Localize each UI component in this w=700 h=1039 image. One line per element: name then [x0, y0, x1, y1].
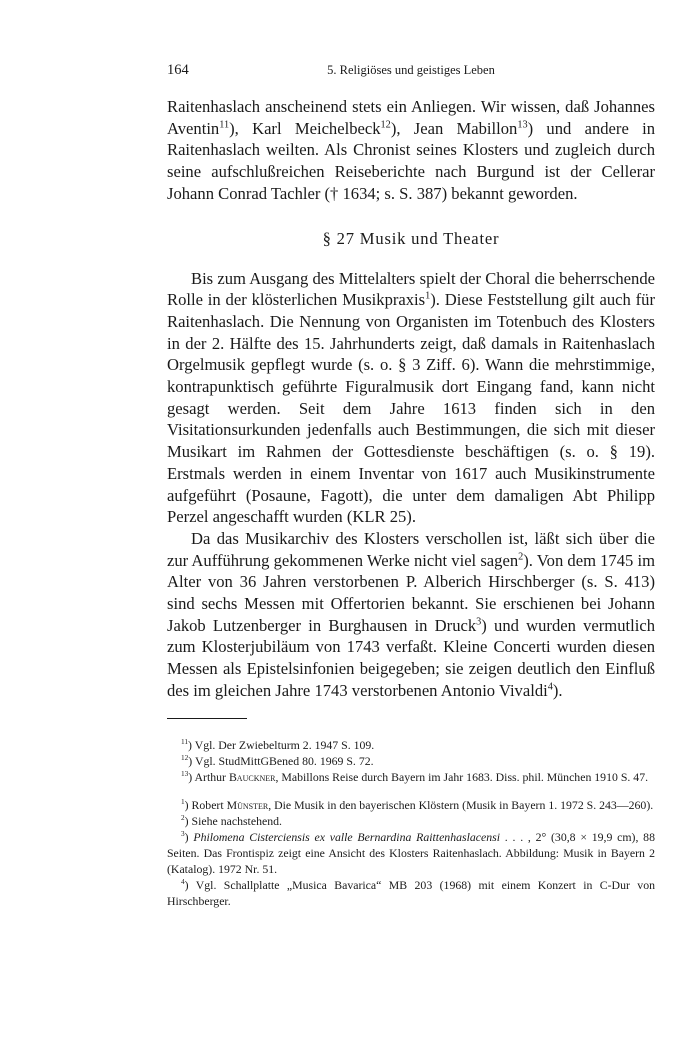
- footnotes-upper: [167, 737, 655, 785]
- section-heading: § 27 Musik und Theater: [322, 228, 500, 248]
- text-run: Bis zum Ausgang des Mittelalters spielt der Choral die beherrschende Rolle in der klösterlichen Musikpraxis: [167, 268, 655, 310]
- footnote: [167, 797, 655, 813]
- intro-paragraph: [167, 96, 655, 205]
- footnote-mark: 13: [181, 768, 189, 778]
- footnote-text: ) Robert: [184, 797, 227, 812]
- footnote-mark: 4: [181, 876, 185, 886]
- running-title: 5. Religiöses und geistiges Leben: [327, 63, 495, 77]
- footnote: [167, 829, 655, 877]
- footnote-mark: 11: [181, 736, 189, 746]
- footnote: [167, 753, 655, 769]
- author-name: Bauckner: [228, 769, 276, 784]
- footnote-ref: 2: [518, 551, 524, 563]
- footnote-ref: 1: [425, 290, 431, 302]
- footnote-ref: 13: [517, 119, 528, 131]
- footnote: [167, 877, 655, 909]
- paragraph-music-practice: [167, 268, 655, 528]
- footnote-text: ) Siehe nachstehend.: [184, 813, 282, 828]
- text-run: Raitenhaslach anscheinend stets ein Anliegen. Wir wissen, daß Johannes Aventin: [167, 97, 655, 138]
- text-run: ), Jean Mabillon: [390, 118, 518, 138]
- footnote-mark: 2: [181, 812, 185, 822]
- footnote-text: , Mabillons Reise durch Bayern im Jahr 1683. Diss. phil. München 1910 S. 47.: [275, 769, 649, 784]
- footnote-ref: 4: [547, 681, 553, 693]
- text-run: ) und wurden vermutlich zum Klosterjubiläum von 1743 verfaßt. Kleine Concerti wurden diesen Messen als Epistelsinfonien beigegeben; sie zeigen deutlich den Einfluß des im gleichen Jahre 1743 verstorbenen Antonio Vivaldi: [167, 615, 655, 700]
- footnote-mark: 1: [181, 796, 185, 806]
- footnote-text: ) Arthur: [188, 769, 229, 784]
- footnote-text: ): [184, 829, 194, 844]
- footnote-mark: 12: [181, 752, 189, 762]
- footnote-ref: 12: [380, 119, 391, 131]
- footnote-rule: [167, 718, 247, 719]
- text-run: ). Von dem 1745 im Alter von 36 Jahren verstorbenen P. Alberich Hirschberger (s. S. 413) sind sechs Messen mit Offertorien bekannt. Sie erschienen bei Johann Jakob Lutzenberger in Burghausen in Druck: [167, 550, 656, 635]
- text-run: ), Karl Meichelbeck: [229, 118, 381, 138]
- footnote-mark: 3: [181, 828, 185, 838]
- footnote: [167, 737, 655, 753]
- footnotes-lower: [167, 797, 655, 909]
- body-text: [167, 96, 655, 909]
- footnote: [167, 813, 655, 829]
- footnote: [167, 769, 655, 785]
- footnote-ref: 3: [476, 616, 482, 628]
- text-run: Da das Musikarchiv des Klosters verschollen ist, läßt sich über die zur Aufführung gekommenen Werke nicht viel sagen: [167, 528, 655, 570]
- page-header: [167, 62, 655, 82]
- footnote-text: ) Vgl. Schallplatte „Musica Bavarica“ MB 203 (1968) mit einem Konzert in C-Dur von Hirschberger.: [167, 877, 655, 908]
- author-name: Münster: [226, 797, 269, 812]
- text-run: ).: [552, 680, 563, 700]
- footnote-text: ) Vgl. StudMittGBened 80. 1969 S. 72.: [188, 753, 374, 768]
- footnote-gap: [167, 785, 655, 797]
- footnote-text: , Die Musik in den bayerischen Klöstern (Musik in Bayern 1. 1972 S. 243—260).: [268, 797, 654, 812]
- work-title: Philomena Cisterciensis ex valle Bernardina Raittenhaslacensi: [193, 829, 501, 844]
- footnote-ref: 11: [219, 119, 230, 131]
- text-run: ). Diese Feststellung gilt auch für Raitenhaslach. Die Nennung von Organisten im Totenbuch des Klosters in der 2. Hälfte des 15. Jahrhunderts zeigt, daß damals in Raitenhaslach Orgelmusik gepflegt wurde (s. o. § 3 Ziff. 6). Wann die mehrstimmige, kontrapunktisch geführte Figuralmusik dort Eingang fand, kann nicht gesagt werden. Seit dem Jahre 1613 finden sich in den Visitationsurkunden jedenfalls auch Bestimmungen, die sich mit dieser Musikart im Rahmen der Gottesdienste beschäftigen (s. o. § 19). Erstmals werden in einem Inventar von 1617 auch Musikinstrumente aufgeführt (Posaune, Fagott), die unter dem damaligen Abt Philipp Perzel angeschafft wurden (KLR 25).: [167, 290, 655, 527]
- text-run: ) und andere in Raitenhaslach weilten. Als Chronist seines Klosters und zugleich durch seine aufschlußreichen Reiseberichte nach Burgund ist der Cellerar Johann Conrad Tachler († 1634; s. S. 387) bekannt geworden.: [167, 118, 655, 203]
- footnote-text: . . . , 2° (30,8 × 19,9 cm), 88 Seiten. Das Frontispiz zeigt eine Ansicht des Klosters Raitenhaslach. Abbildung: Musik in Bayern 2 (Katalog). 1972 Nr. 51.: [167, 829, 655, 876]
- page-number: 164: [167, 62, 189, 78]
- footnote-text: ) Vgl. Der Zwiebelturm 2. 1947 S. 109.: [188, 737, 375, 752]
- paragraph-music-archive: [167, 528, 655, 702]
